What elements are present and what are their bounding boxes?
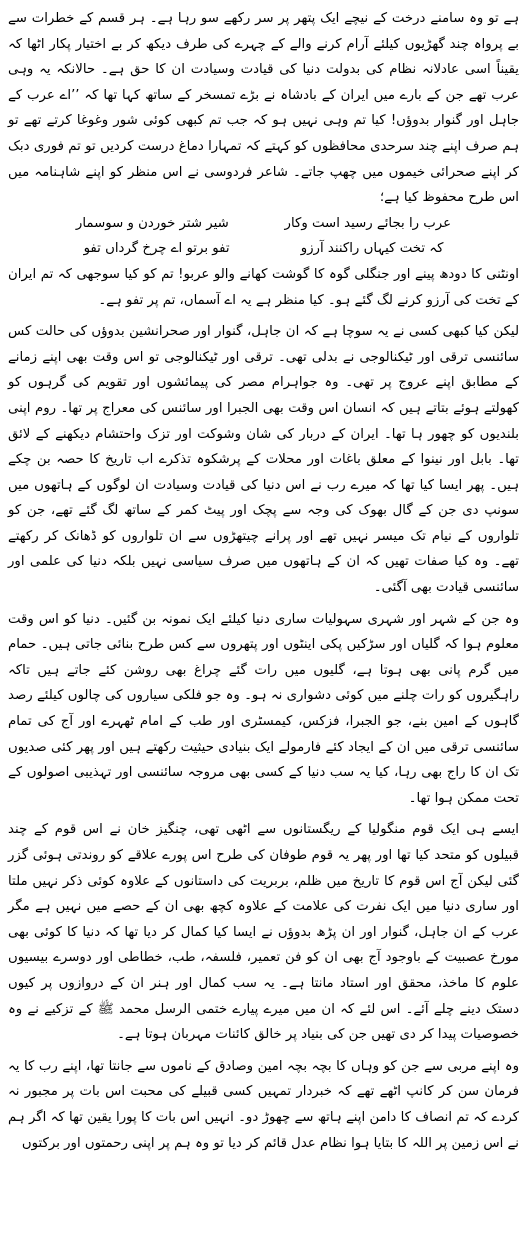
persian-verse-line [48, 236, 479, 262]
article-paragraph: وہ جن کے شہر اور شہری سہولیات ساری دنیا کیلئے ایک نمونہ بن گئیں۔ دنیا کو اس وقت معلوم ہوا کہ گلیاں اور سڑکیں پکی اینٹوں اور پتھروں سے کس طرح بنائی جاتی ہیں۔ حمام میں گرم پانی بھی ہوتا ہے، گلیوں میں رات گئے چراغ بھی روشن کئے جاتے ہیں تاکہ راہگیروں کو رات چلنے میں کوئی دشواری نہ ہو۔ وہ جو فلکی سیاروں کی چالوں کیلئے رصد گاہوں کے امین بنے، جو الجبرا، فزکس، کیمسٹری اور طب کے امام ٹھہرے اور آج کی تمام سائنسی ترقی میں ان کے ایجاد کئے فارمولے ایک بنیادی حیثیت رکھتے ہیں اور پھر کئی صدیوں تک ان کا راج بھی رہا، کیا یہ سب دنیا کے کسی بھی مروجہ سائنسی اور تہذیبی اصولوں کے تحت ممکن ہوا تھا۔ [8, 611, 519, 806]
verse-hemistich: عرب را بجائے رسید است وکار [284, 215, 452, 231]
article-paragraph: ایسے ہی ایک قوم منگولیا کے ریگستانوں سے اٹھی تھی، چنگیز خان نے اس قوم کے چند قبیلوں کو متحد کیا تھا اور پھر یہ قوم طوفان کی طرح اس پورے علاقے کو روندتی ہوئی گزر گئی لیکن آج اس قوم کا تاریخ میں ظلم، بربریت کی داستانوں کے علاوہ کوئی ذکر نہیں ملتا اور ساری دنیا میں ایک نفرت کی علامت کے علاوہ کچھ بھی ان کے حصے میں نہیں ہے مگر عرب کے ان جاہل، گنوار اور ان پڑھ بدوؤں نے ایسا کیا کمال کر دیا تھا کہ دنیا کا کوئی بھی مورخ عصبیت کے باوجود آج بھی ان کو فن تعمیر، فلسفہ، طب، خطاطی اور دوسرے بیسیوں علوم کا ماخذ، محقق اور استاد مانتا ہے۔ یہ سب کمال اور ہنر ان کے دروازوں پر کیوں دستک دینے چلے آئے۔ اس لئے کہ ان میں میرے پیارے ختمی الرسل محمد ﷺ کے تزکیے نے وہ خصوصیات پیدا کر دی تھیں جن کی بنیاد پر خالق کائنات مہربان ہوتا ہے۔ [8, 822, 519, 1043]
article-paragraph: ہے تو وہ سامنے درخت کے نیچے ایک پتھر پر سر رکھے سو رہا ہے۔ ہر قسم کے خطرات سے بے پرواہ چند گھڑیوں کیلئے آرام کرنے والے کے چہرے کی طرف دیکھ کر بے اختیار پکار اٹھا کہ یقیناً اسی عادلانہ نظام کی بدولت دنیا کی قیادت وسیادت ان کا حق ہے۔ حالانکہ یہ وہی عرب تھے جن کے بارے میں ایران کے بادشاہ نے بڑے تمسخر کے ساتھ کہا تھا کہ ’’اے عرب کے جاہل اور گنوار بدوؤں! کیا تم وہی نہیں ہو کہ جب تم کبھی کوئی شور وغوغا کرتے تھے تو ہم صرف اپنے چند سرحدی محافظوں کو کہتے کہ تمہارا دماغ درست کردیں تو تم فوری دبک کر اپنے صحرائی خیموں میں چھپ جاتے۔ شاعر فردوسی نے اس منظر کو اپنے شاہنامہ میں اس طرح محفوظ کیا ہے؛ [8, 11, 519, 206]
verse-hemistich: شیر شتر خوردن و سوسمار [75, 215, 229, 231]
verse-hemistich: کہ تخت کیہاں راکنند آرزو [300, 241, 444, 257]
persian-verse-line [48, 211, 479, 237]
article-paragraph: اونٹنی کا دودھ پینے اور جنگلی گوہ کا گوشت کھانے والو عربو! تم کو کیا سوجھی کہ تم ایران کے تخت کی آرزو کرنے لگ گئے ہو۔ کیا منظر ہے یہ اے آسماں، تم پر تفو ہے۔ [8, 266, 519, 308]
article-paragraph: وہ اپنے مربی سے جن کو وہاں کا بچہ بچہ امین وصادق کے ناموں سے جانتا تھا، اپنے رب کا یہ فرمان سن کر کانپ اٹھے تھے کہ خبردار تمہیں کسی قبیلے کی محبت اس بات پر مجبور نہ کردے کہ تم انصاف کا دامن اپنے ہاتھ سے چھوڑ دو۔ انہیں اس بات کا پورا یقین تھا کہ اگر ہم نے اس زمین پر اللہ کا بتایا ہوا نظام عدل قائم کر دیا تو وہ ہم پر اپنی رحمتوں اور برکتوں [8, 1058, 519, 1151]
verse-hemistich: تفو برتو اے چرخ گرداں تفو [83, 241, 230, 257]
article-paragraph: لیکن کیا کبھی کسی نے یہ سوچا ہے کہ ان جاہل، گنوار اور صحرانشین بدوؤں کی حالت کس سائنسی ترقی اور ٹیکنالوجی نے بدلی تھی۔ ترقی اور ٹیکنالوجی تو اس وقت بھی اپنے زمانے کے مطابق اپنے عروج پر تھی۔ وہ جواہرام مصر کی پیمائشوں اور تقویم کی گرہوں کو کھولتے ہوئے بتاتے ہیں کہ انسان اس وقت بھی الجبرا اور سائنس کی معراج پر تھا۔ روم اپنی بلندیوں کو چھور ہا تھا۔ ایران کے دربار کی شان وشوکت اور تزک واحتشام دیکھنے کے لائق تھا۔ بابل اور نینوا کے معلق باغات اور محلات کے پرشکوہ تذکرے اب تاریخ کا حصہ بن چکے ہیں۔ پھر ایسا کیا تھا کہ میرے رب نے اس دنیا کی قیادت وسیادت ان لوگوں کے ہاتھوں میں سونپ دی جن کے گال بھوک کی وجہ سے پچک اور پیٹ کمر کے ساتھ لگ گئے تھے، جن کو تلواروں کے نیام تک میسر نہیں تھے اور پرانے چیتھڑوں سے ان تلواروں کو ڈھانک کر رکھتے تھے۔ وہ کیا صفات تھیں کہ ان کے ہاتھوں میں صرف سیاسی نہیں بلکہ دنیا کی علمی اور سائنسی قیادت بھی آگئی۔ [8, 324, 519, 596]
